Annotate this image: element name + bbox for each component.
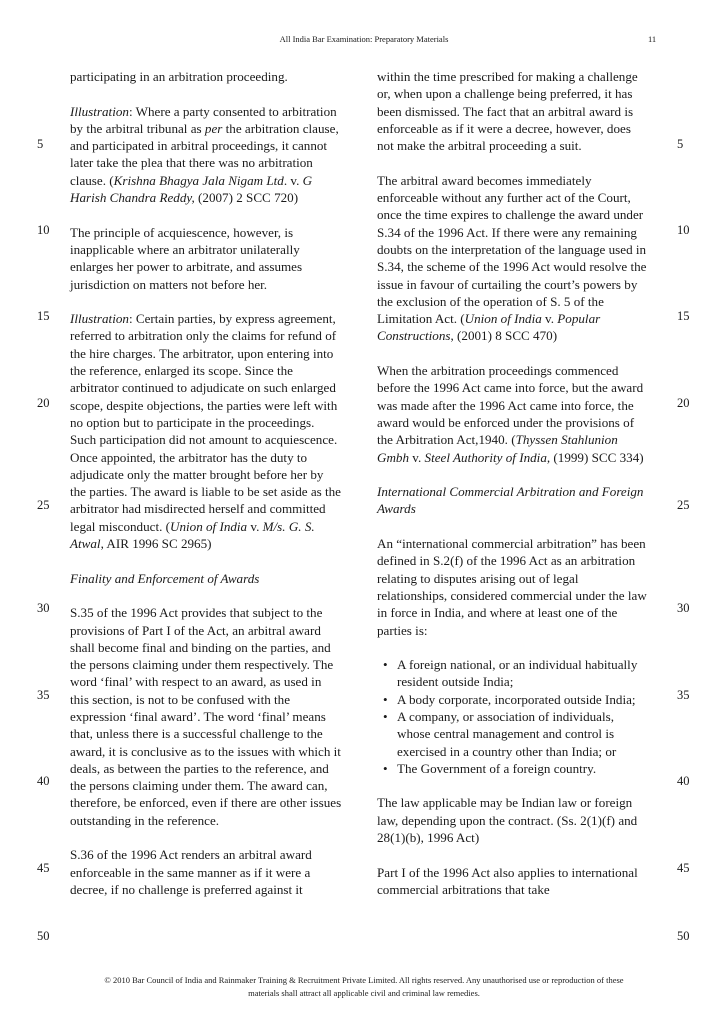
illustration-paragraph: Illustration: Where a party consented to arbitration by the arbitral tribunal as per the arbitration clause, and participated in arbitral proceedings, it cannot later take the plea that there was no arbitration clause. (Krishna Bhagya Jala Nigam Ltd. v. G Harish Chandra Reddy, (2007) 2 SCC 720) xyxy=(70,103,339,206)
bullet-icon: • xyxy=(383,708,388,724)
line-number-right: 30 xyxy=(677,601,690,615)
line-number-left: 25 xyxy=(37,498,50,512)
illustration-label: Illustration xyxy=(70,103,129,119)
citation: , AIR 1996 SC 2965) xyxy=(100,536,212,552)
paragraph: S.36 of the 1996 Act renders an arbitral award enforceable in the same manner as if it were a decree, if no challenge is preferred against it xyxy=(70,847,312,897)
bullet-list xyxy=(377,656,649,777)
line-number-right: 5 xyxy=(677,137,684,151)
case-name: Steel Authority of India, xyxy=(424,449,551,465)
paragraph: The arbitral award becomes immediately enforceable without any further act of the Court, once the time expires to challenge the award under S.34 of the 1996 Act. If there were any remaining doubts on the interpretation of the language used in S.34, the scheme of the 1996 Act would resolve the issue in favour of curtailing the court’s powers by the exclusion of the operation of S. 5 of the Limitation Act. (Union of India v. Popular Constructions, (2001) 8 SCC 470) xyxy=(377,172,647,344)
case-name: Thyssen Stahlunion Gmbh xyxy=(377,432,618,465)
line-number-right: 25 xyxy=(677,498,690,512)
page-number: 11 xyxy=(648,34,657,44)
line-number-left: 35 xyxy=(37,688,50,702)
list-item: • A foreign national, or an individual habitually resident outside India; xyxy=(383,657,638,690)
case-name: Popular Constructions xyxy=(377,311,601,344)
paragraph: An “international commercial arbitration” has been defined in S.2(f) of the 1996 Act as an arbitration relating to disputes arising out of legal relationships, considered commercial under the law in force in India, and where at least one of the parties is: xyxy=(377,536,647,638)
line-number-left: 5 xyxy=(37,137,44,151)
paragraph: The law applicable may be Indian law or foreign law, depending upon the contract. (Ss. 2(1)(f) and 28(1)(b), 1996 Act) xyxy=(377,795,638,846)
section-heading: International Commercial Arbitration and Foreign Awards xyxy=(377,484,644,517)
line-number-right: 50 xyxy=(677,929,690,943)
bullet-icon: • xyxy=(383,657,388,673)
bullet-icon: • xyxy=(383,691,388,707)
line-number-right: 20 xyxy=(677,396,690,410)
paragraph: S.35 of the 1996 Act provides that subject to the provisions of Part I of the Act, an arbitral award shall become final and binding on the parties, and the persons claiming under them respectively. The word ‘final’ with respect to an award, as used in this section, is not to be confused with the expression ‘final award’. The word ‘final’ means that, unless there is a successful challenge to the award, it is conclusive as to the issues with which it deals, as between the parties to the reference, and the persons claiming under them. The award can, therefore, be enforced, even if there are other issues outstanding in the reference. xyxy=(70,605,342,828)
line-number-left: 50 xyxy=(37,929,50,943)
paragraph: participating in an arbitration proceeding. xyxy=(70,69,288,84)
citation: (1999) SCC 334) xyxy=(550,449,644,465)
citation: , (2001) 8 SCC 470) xyxy=(450,328,558,344)
illustration-paragraph: Illustration: Certain parties, by express agreement, referred to arbitration only the claims for refund of the hire charges. The arbitrator, upon entering into the reference, enlarged its scope. Since the arbitrator continued to adjudicate on such enlarged scope, despite objections, the parties were left with no option but to participate in the proceedings. Such participation did not amount to acquiescence. Once appointed, the arbitrator has the duty to adjudicate only the matter brought before her by the parties. The award is liable to be set aside as the arbitrator had misdirected herself and committed legal misconduct. (Union of India v. M/s. G. S. Atwal, AIR 1996 SC 2965) xyxy=(70,311,341,552)
paragraph: Part I of the 1996 Act also applies to international commercial arbitrations that take xyxy=(377,864,638,897)
line-number-left: 20 xyxy=(37,396,50,410)
page-footer xyxy=(60,974,668,999)
line-number-right: 35 xyxy=(677,688,690,702)
line-number-right: 15 xyxy=(677,309,690,323)
list-item: • A body corporate, incorporated outside India; xyxy=(383,691,636,707)
paragraph: within the time prescribed for making a challenge or, when upon a challenge being preferred, it has been dismissed. The fact that an arbitral award is enforceable as if it were a decree, however, does not make the arbitral proceeding a suit. xyxy=(377,69,638,154)
left-column xyxy=(70,68,342,898)
right-column xyxy=(377,68,649,898)
line-number-right: 10 xyxy=(677,223,690,237)
illustration-label: Illustration xyxy=(70,311,129,327)
section-heading: Finality and Enforcement of Awards xyxy=(70,570,260,586)
bullet-icon: • xyxy=(383,760,388,776)
line-number-left: 10 xyxy=(37,223,50,237)
citation: (2007) 2 SCC 720) xyxy=(194,190,299,206)
line-number-left: 45 xyxy=(37,861,50,875)
case-name: Union of India xyxy=(464,311,542,327)
line-number-right: 40 xyxy=(677,774,690,788)
list-item: • A company, or association of individuals, whose central management and control is exercised in a country other than India; or xyxy=(383,708,617,759)
case-name: M/s. G. S. Atwal xyxy=(70,518,315,552)
line-number-left: 15 xyxy=(37,309,50,323)
page-header xyxy=(0,34,728,48)
list-item: • The Government of a foreign country. xyxy=(383,760,597,776)
case-name: Krishna Bhagya Jala Nigam Ltd xyxy=(113,172,284,188)
line-number-right: 45 xyxy=(677,861,690,875)
line-number-left: 40 xyxy=(37,774,50,788)
copyright-line: materials shall attract all applicable civil and criminal law remedies. xyxy=(248,987,480,998)
case-name: Union of India xyxy=(170,518,248,534)
copyright-line: © 2010 Bar Council of India and Rainmaker Training & Recruitment Private Limited. All rights reserved. Any unauthorised use or reproduction of these xyxy=(104,975,624,985)
case-name: G Harish Chandra Reddy, xyxy=(70,172,313,206)
header-title: All India Bar Examination: Preparatory Materials xyxy=(279,34,449,44)
paragraph: The principle of acquiescence, however, is inapplicable where an arbitrator unilaterally enlarges her power to arbitrate, and assumes jurisdiction on matters not before her. xyxy=(70,224,303,292)
paragraph: When the arbitration proceedings commenced before the 1996 Act came into force, but the award was made after the 1996 Act came into force, the award would be enforced under the provisions of the Arbitration Act,1940. (Thyssen Stahlunion Gmbh v. Steel Authority of India, (1999) SCC 334) xyxy=(377,363,644,465)
line-number-left: 30 xyxy=(37,601,50,615)
